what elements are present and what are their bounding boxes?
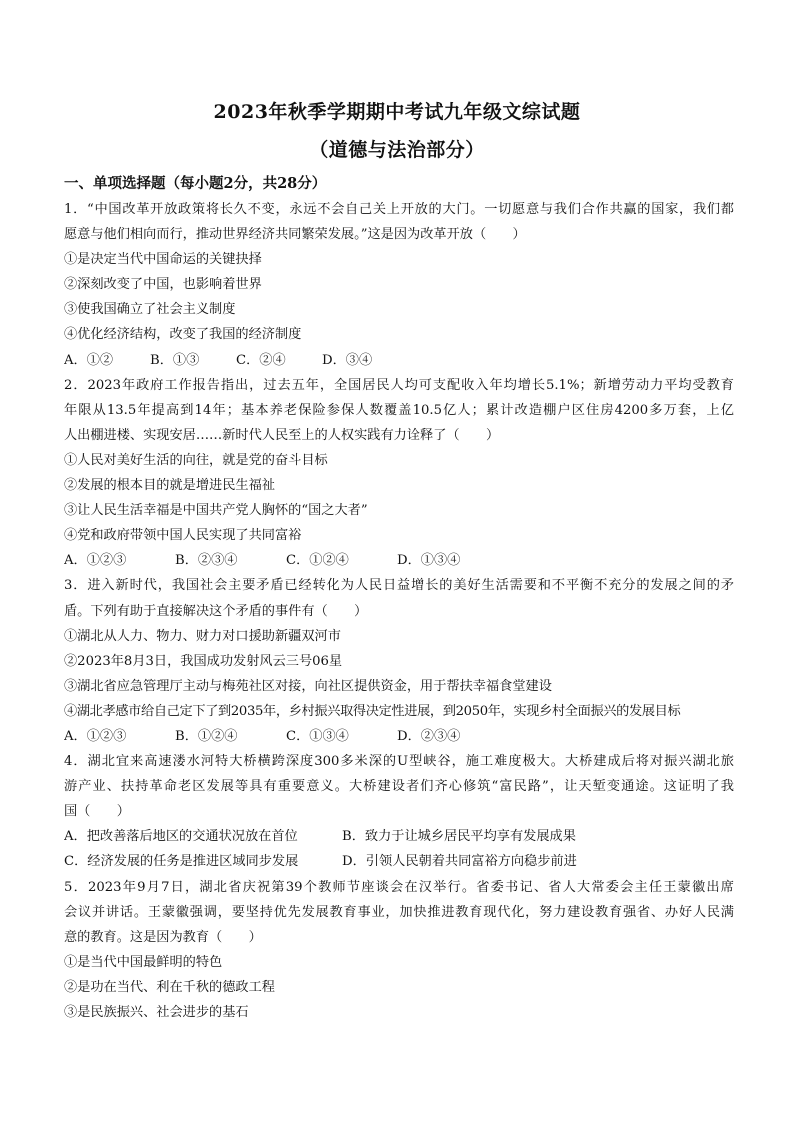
question-stem-line: 国（ ） <box>64 804 130 820</box>
option-c[interactable]: C．②④ <box>236 352 286 368</box>
question-stem-line: 1．“中国改革开放政策将长久不变，永远不会自己关上开放的大门。一切愿意与我们合作共赢的国家，我们都 <box>64 202 734 217</box>
option-a[interactable]: A．①②③ <box>64 728 127 744</box>
question-4 <box>64 749 734 874</box>
question-stem-line: 盾。下列有助于直接解决这个矛盾的事件有（ ） <box>64 603 368 619</box>
answer-options <box>64 824 734 849</box>
exam-subtitle: （道德与法治部分） <box>309 139 485 161</box>
statement: ③让人民生活幸福是中国共产党人胸怀的“国之大者” <box>64 503 368 519</box>
question-1 <box>64 197 734 373</box>
option-b[interactable]: B．①③ <box>150 352 200 368</box>
statement: ③湖北省应急管理厅主动与梅苑社区对接，向社区提供资金，用于帮扶幸福食堂建设 <box>64 678 552 694</box>
statement: ①是当代中国最鲜明的特色 <box>64 954 223 970</box>
statement: ②2023年8月3日，我国成功发射风云三号06星 <box>64 653 343 669</box>
option-d[interactable]: D．引领人民朝着共同富裕方向稳步前进 <box>342 854 577 870</box>
option-c[interactable]: C．经济发展的任务是推进区域同步发展 <box>64 854 299 870</box>
section-heading: 一、单项选择题（每小题2分，共28分） <box>64 175 327 192</box>
answer-options <box>64 724 734 749</box>
option-c[interactable]: C．①③④ <box>286 728 349 744</box>
question-list <box>64 197 734 1025</box>
statement: ②深刻改变了中国，也影响着世界 <box>64 277 262 293</box>
option-b[interactable]: B．②③④ <box>175 553 238 569</box>
answer-options <box>64 849 734 874</box>
option-a[interactable]: A．①②③ <box>64 553 127 569</box>
statement: ②是功在当代、利在千秋的德政工程 <box>64 979 275 995</box>
question-stem-line: 游产业、扶持革命老区发展等具有重要意义。大桥建设者们齐心修筑“富民路”，让天堑变通途。这证明了我 <box>64 779 734 795</box>
exam-title: 2023年秋季学期期中考试九年级文综试题 <box>213 101 581 123</box>
question-3 <box>64 573 734 749</box>
question-stem-line: 2．2023年政府工作报告指出，过去五年，全国居民人均可支配收入年均增长5.1%；新增劳动力平均受教育 <box>64 377 734 393</box>
statement: ①是决定当代中国命运的关键抉择 <box>64 252 262 268</box>
question-stem-line: 会议并讲话。王蒙徽强调，要坚持优先发展教育事业，加快推进教育现代化，努力建设教育强省、办好人民满 <box>64 904 734 920</box>
question-stem-line: 5．2023年9月7日，湖北省庆祝第39个教师节座谈会在汉举行。省委书记、省人大常委会主任王蒙徽出席 <box>64 879 734 895</box>
question-stem-line: 4．湖北宜来高速溇水河特大桥横跨深度300多米深的U型峡谷，施工难度极大。大桥建成后将对振兴湖北旅 <box>64 754 734 770</box>
statement: ④党和政府带领中国人民实现了共同富裕 <box>64 528 302 544</box>
statement: ③使我国确立了社会主义制度 <box>64 302 236 318</box>
option-a[interactable]: A．把改善落后地区的交通状况放在首位 <box>64 829 298 845</box>
question-stem-line: 人出棚进楼、实现安居……新时代人民至上的人权实践有力诠释了（ ） <box>64 427 500 443</box>
option-b[interactable]: B．致力于让城乡居民平均享有发展成果 <box>342 829 576 845</box>
statement: ③是民族振兴、社会进步的基石 <box>64 1005 249 1020</box>
question-stem-line: 意的教育。这是因为教育（ ） <box>64 929 262 945</box>
question-stem-line: 3．进入新时代，我国社会主要矛盾已经转化为人民日益增长的美好生活需要和不平衡不充分的发展之间的矛 <box>64 578 734 594</box>
question-5 <box>64 875 734 1026</box>
question-2 <box>64 373 734 574</box>
option-d[interactable]: D．②③④ <box>397 728 461 744</box>
statement: ④优化经济结构，改变了我国的经济制度 <box>64 327 302 343</box>
answer-options <box>64 348 734 373</box>
option-d[interactable]: D．①③④ <box>397 553 461 569</box>
option-d[interactable]: D．③④ <box>322 352 373 368</box>
option-a[interactable]: A．①② <box>64 352 114 368</box>
statement: ④湖北孝感市给自己定下了到2035年，乡村振兴取得决定性进展，到2050年，实现乡村全面振兴的发展目标 <box>64 703 681 719</box>
question-stem-line: 年限从13.5年提高到14年；基本养老保险参保人数覆盖10.5亿人；累计改造棚户区住房4200多万套，上亿 <box>64 402 734 418</box>
answer-options <box>64 548 734 573</box>
question-stem-line: 愿意与他们相向而行，推动世界经济共同繁荣发展。”这是因为改革开放（ ） <box>64 227 526 243</box>
statement: ②发展的根本目的就是增进民生福祉 <box>64 478 275 494</box>
statement: ①人民对美好生活的向往，就是党的奋斗目标 <box>64 452 328 468</box>
statement: ①湖北从人力、物力、财力对口援助新疆双河市 <box>64 628 341 644</box>
option-c[interactable]: C．①②④ <box>286 553 349 569</box>
option-b[interactable]: B．①②④ <box>175 728 238 744</box>
